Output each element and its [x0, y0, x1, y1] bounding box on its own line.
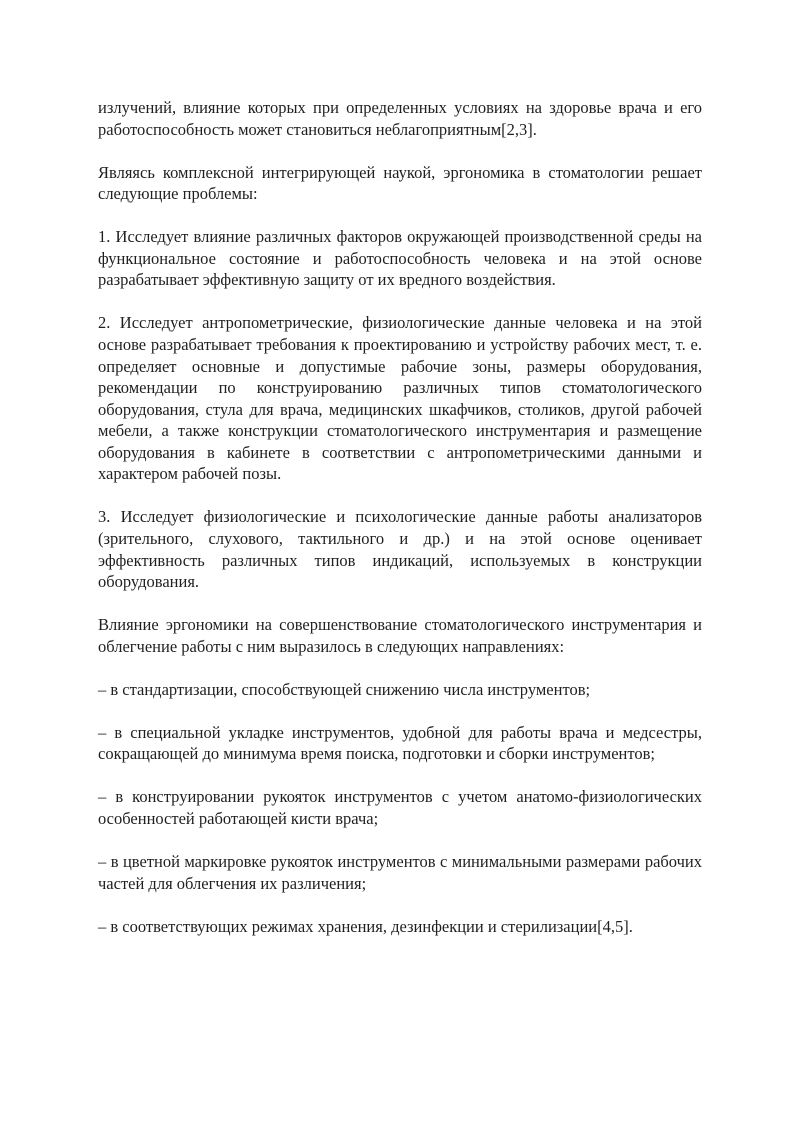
list-item-handle-design: – в конструировании рукояток инструментов с учетом анатомо-физиологических особенностей работающей кисти врача; — [98, 787, 702, 828]
list-item-color-marking: – в цветной маркировке рукояток инструментов с минимальными размерами рабочих частей для облегчения их различения; — [98, 851, 702, 893]
paragraph-intro-continuation: излучений, влияние которых при определенных условиях на здоровье врача и его работоспособность может становиться неблагоприятным[2,3]. — [98, 98, 702, 139]
paragraph-problem-1: 1. Исследует влияние различных факторов окружающей производственной среды на функциональное состояние и работоспособность человека и на этой основе разрабатывает эффективную защиту от их вредного воздействия. — [98, 227, 702, 290]
paragraph-problem-2: 2. Исследует антропометрические, физиологические данные человека и на этой основе разрабатывает требования к проектированию и устройству рабочих мест, т. е. определяет основные и допустимые рабочие зоны, размеры оборудования, рекомендации по конструированию различных типов стоматологического оборудования, стула для врача, медицинских шкафчиков, столиков, другой рабочей мебели, а также конструкции стоматологического инструментария и размещение оборудования в кабинете в соответствии с антропометрическими данными и характером рабочей позы. — [98, 313, 702, 484]
list-item-standardization: – в стандартизации, способствующей снижению числа инструментов; — [98, 679, 591, 699]
paragraph-ergonomics-problems-intro: Являясь комплексной интегрирующей наукой, эргономика в стоматологии решает следующие проблемы: — [98, 162, 702, 204]
list-item-special-packing: – в специальной укладке инструментов, удобной для работы врача и медсестры, сокращающей до минимума время поиска, подготовки и сборки инструментов; — [98, 722, 702, 764]
document-page — [98, 97, 702, 937]
paragraph-problem-3: 3. Исследует физиологические и психологические данные работы анализаторов (зрительного, слухового, тактильного и др.) и на этой основе оценивает эффективность различных типов индикаций, используемых в конструкции оборудования. — [98, 507, 702, 592]
paragraph-instruments-intro: Влияние эргономики на совершенствование стоматологического инструментария и облегчение работы с ним выразилось в следующих направлениях: — [98, 615, 702, 656]
list-item-storage-sterilization: – в соответствующих режимах хранения, дезинфекции и стерилизации[4,5]. — [98, 916, 633, 936]
